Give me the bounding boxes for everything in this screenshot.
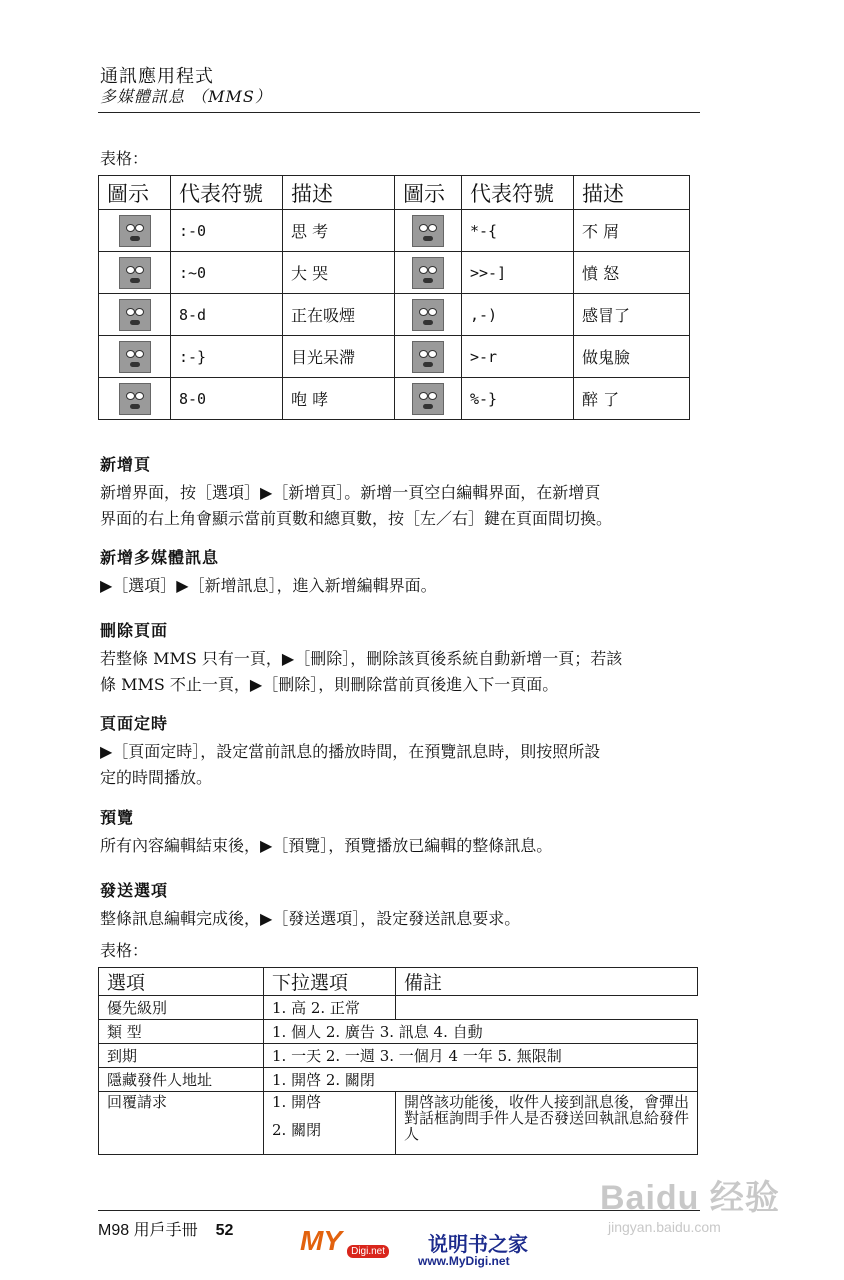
desc-cell: 目光呆滯 [283,336,395,378]
symbol-cell: :~0 [171,252,283,294]
dull-face-icon [119,341,151,373]
desc-cell: 大 哭 [283,252,395,294]
body-line: 條 MMS 不止一頁，▶［刪除］，則刪除當前頁後進入下一頁面。 [100,675,559,694]
choices-cell: 1. 開啓 2. 關閉 [264,1068,698,1092]
smoking-face-icon [119,299,151,331]
table-row [99,996,698,1020]
desc-cell: 做鬼臉 [574,336,690,378]
crying-face-icon [119,257,151,289]
body-line: 若整條 MMS 只有一頁，▶［刪除］，刪除該頁後系統自動新增一頁；若該 [100,649,623,668]
page-number: 52 [215,1222,234,1239]
watermark-url: jingyan.baidu.com [608,1219,721,1235]
option-cell: 到期 [99,1044,264,1068]
desc-cell: 感冒了 [574,294,690,336]
table-row [99,336,690,378]
symbol-cell: >>-] [462,252,574,294]
section-title: 預覽 [100,808,135,827]
symbol-cell: 8-d [171,294,283,336]
desc-cell: 憤 怒 [574,252,690,294]
option-cell: 類 型 [99,1020,264,1044]
mydigi-logo [300,1225,389,1258]
body-line: 所有內容編輯結束後，▶［預覽］，預覽播放已編輯的整條訊息。 [100,836,553,855]
logo-sub: Digi.net [347,1245,389,1258]
section-body [100,573,700,599]
section-subtitle: 多媒體訊息 （MMS） [100,87,272,106]
symbol-cell: %-} [462,378,574,420]
symbol-cell: *-{ [462,210,574,252]
drunk-face-icon [412,383,444,415]
body-line: ▶［頁面定時］，設定當前訊息的播放時間，在預覽訊息時，則按照所設 [100,742,601,761]
section-body [100,833,700,859]
grimace-face-icon [412,341,444,373]
section-body [100,906,700,932]
desc-cell: 思 考 [283,210,395,252]
body-line: 新增界面，按［選項］▶［新增頁］。新增一頁空白編輯界面，在新增頁 [100,483,601,502]
table-row [99,252,690,294]
header-divider [98,112,700,113]
choice-line: 2. 關閉 [272,1121,322,1139]
table-row [99,1044,698,1068]
col-header: 下拉選項 [264,968,396,996]
roar-face-icon [119,383,151,415]
body-line: ▶［選項］▶［新增訊息］，進入新增編輯界面。 [100,576,437,595]
col-header: 選項 [99,968,264,996]
table-label: 表格： [100,941,149,960]
watermark-brand: Baidu 经验 [600,1179,780,1217]
logo-brand: MY [300,1225,342,1256]
table-row [99,1068,698,1092]
emoticon-table [98,175,690,420]
choices-cell [264,1092,396,1155]
table-row [99,378,690,420]
table-row [99,1020,698,1044]
footer [98,1217,233,1240]
desc-cell: 醉 了 [574,378,690,420]
symbol-cell: >-r [462,336,574,378]
col-header: 代表符號 [462,176,574,210]
section-title: 刪除頁面 [100,621,169,640]
note-cell: 開啓該功能後，收件人接到訊息後，會彈出對話框詢問手件人是否發送回執訊息給發件人 [396,1092,698,1155]
section-title: 新增頁 [100,455,152,474]
choice-line: 1. 開啓 [272,1093,322,1111]
option-cell: 回覆請求 [99,1092,264,1155]
baidu-watermark [600,1170,780,1235]
col-header: 描述 [574,176,690,210]
col-header: 圖示 [395,176,462,210]
chapter-title: 通訊應用程式 [100,66,214,87]
sick-face-icon [412,299,444,331]
section-body [100,739,700,791]
table-label: 表格： [100,149,149,168]
symbol-cell: :-0 [171,210,283,252]
col-header: 圖示 [99,176,171,210]
option-cell: 優先級別 [99,996,264,1020]
choices-cell: 1. 一天 2. 一週 3. 一個月 4 一年 5. 無限制 [264,1044,698,1068]
thinking-face-icon [119,215,151,247]
disdain-face-icon [412,215,444,247]
manual-name: M98 用戶手冊 [98,1222,198,1239]
body-line: 定的時間播放。 [100,768,213,787]
choices-cell: 1. 個人 2. 廣告 3. 訊息 4. 自動 [264,1020,698,1044]
desc-cell: 正在吸煙 [283,294,395,336]
col-header: 代表符號 [171,176,283,210]
section-title: 發送選項 [100,881,169,900]
desc-cell: 不 屑 [574,210,690,252]
body-line: 界面的右上角會顯示當前頁數和總頁數，按［左／右］鍵在頁面間切換。 [100,509,613,528]
symbol-cell: 8-0 [171,378,283,420]
choices-cell: 1. 高 2. 正常 [264,996,396,1020]
table-header-row [99,968,698,996]
section-title: 新增多媒體訊息 [100,548,220,567]
section-body [100,480,700,532]
col-header: 描述 [283,176,395,210]
col-header: 備註 [396,968,698,996]
symbol-cell: ,-) [462,294,574,336]
symbol-cell: :-} [171,336,283,378]
site-url: www.MyDigi.net [418,1254,510,1268]
send-options-table [98,967,698,1155]
desc-cell: 咆 哮 [283,378,395,420]
table-header-row [99,176,690,210]
site-name: 说明书之家 [428,1232,528,1256]
section-body [100,646,700,698]
note-cell [396,996,698,1020]
table-row [99,1092,698,1155]
table-row [99,210,690,252]
body-line: 整條訊息編輯完成後，▶［發送選項］，設定發送訊息要求。 [100,909,521,928]
option-cell: 隱藏發件人地址 [99,1068,264,1092]
angry-face-icon [412,257,444,289]
section-title: 頁面定時 [100,714,169,733]
table-row [99,294,690,336]
